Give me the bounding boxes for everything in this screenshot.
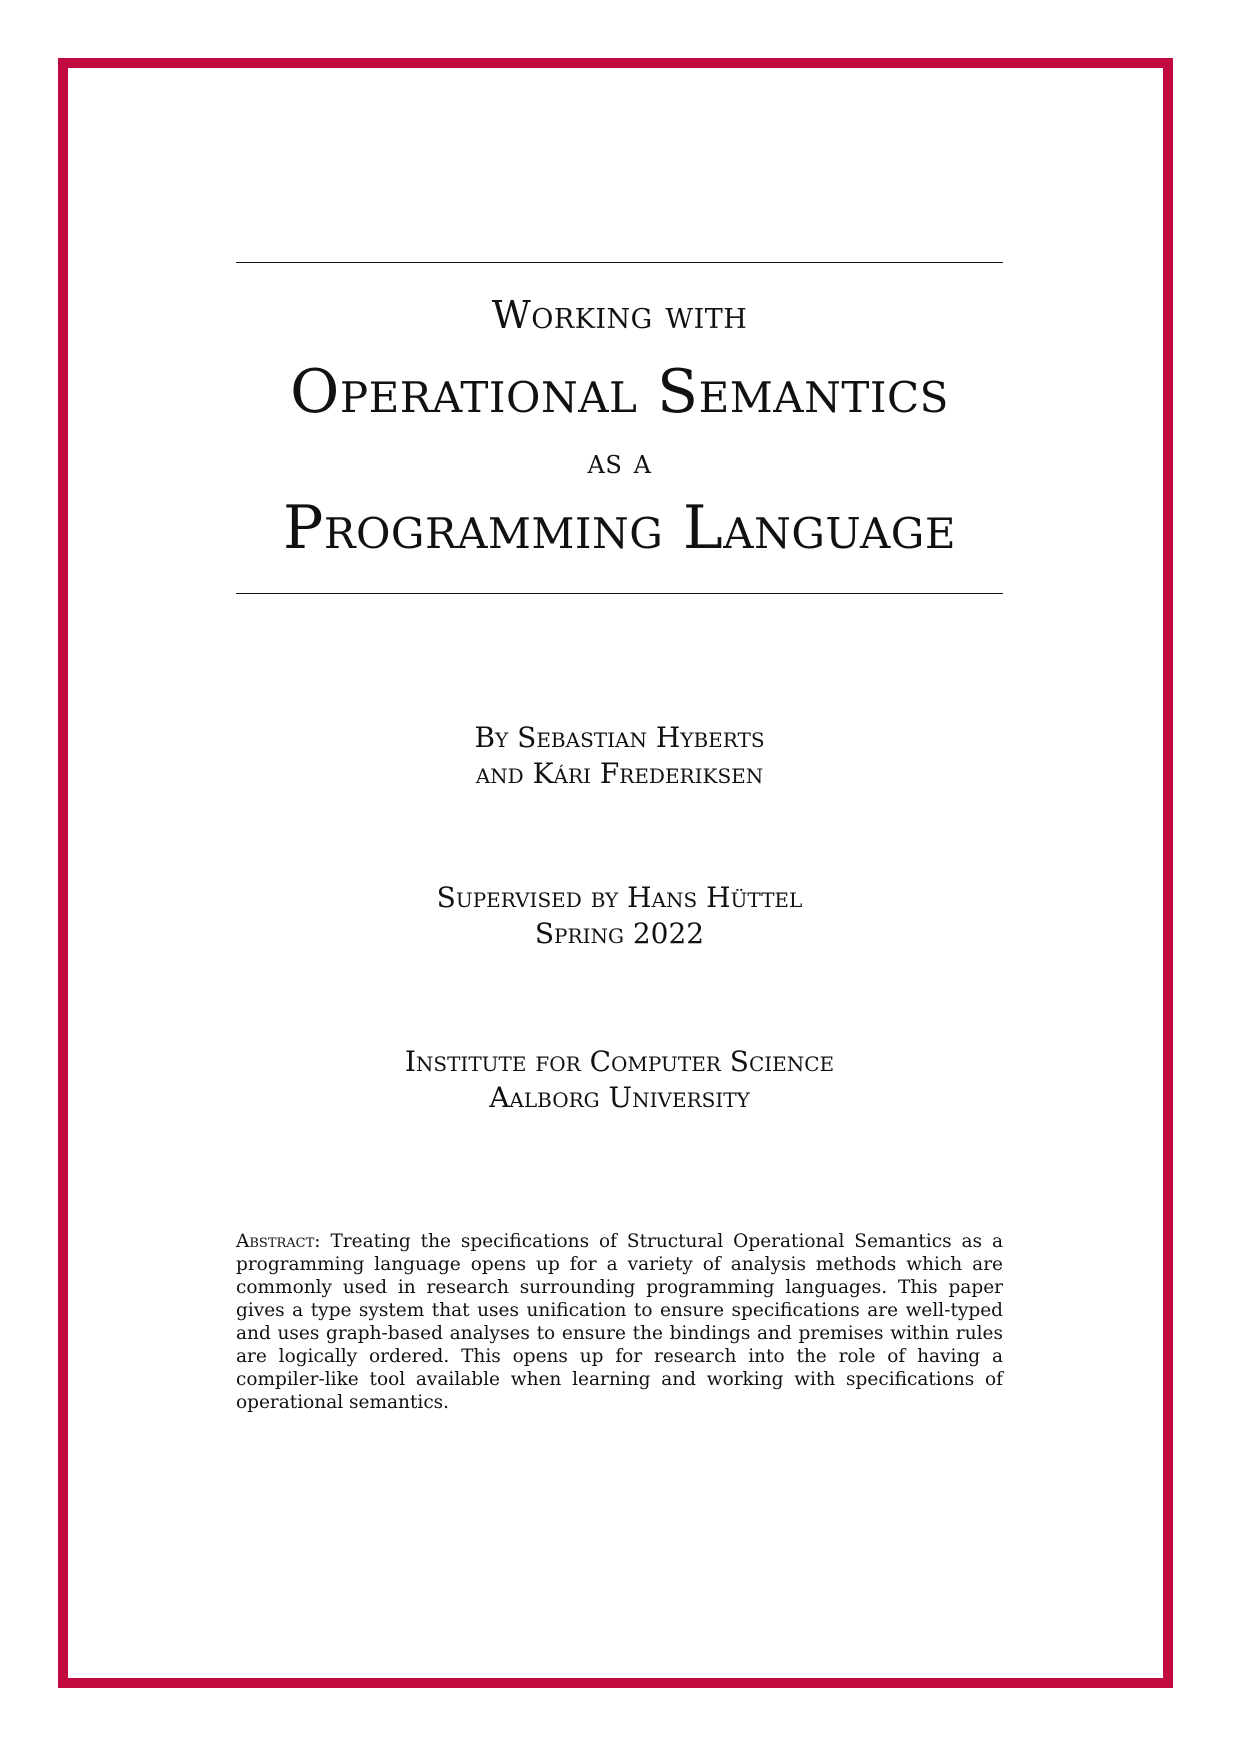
title-bottom-rule <box>236 593 1003 594</box>
title-line-2: Operational Semantics <box>290 357 949 427</box>
university-name: Aalborg University <box>489 1081 750 1114</box>
title-block <box>236 0 1003 600</box>
authors-line-2: and Kári Frederiksen <box>475 757 764 790</box>
supervisor: Supervised by Hans Hüttel <box>436 881 803 914</box>
title-line-1: Working with <box>491 293 748 337</box>
abstract-text: Treating the specifications of Structural Operational Semantics as a programming language opens up for a variety of analysis methods which are commonly used in research surrounding programming languages. This paper gives a type system that uses unification to ensure specifications are well-typed and uses graph-based analyses to ensure the bindings and premises within rules are logically ordered. This opens up for research into the role of having a compiler-like tool available when learning and working with specifications of operational semantics. <box>236 1231 1004 1413</box>
institute-name: Institute for Computer Science <box>404 1045 835 1078</box>
supervision <box>236 880 1003 952</box>
abstract-label: Abstract: <box>236 1231 331 1252</box>
institution <box>236 1044 1003 1116</box>
abstract <box>236 1230 1003 1414</box>
title-line-3: as a <box>587 442 652 482</box>
authors <box>236 720 1003 792</box>
authors-line-1: By Sebastian Hyberts <box>474 721 765 754</box>
title-line-4: Programming Language <box>282 493 957 563</box>
semester: Spring 2022 <box>534 917 705 950</box>
